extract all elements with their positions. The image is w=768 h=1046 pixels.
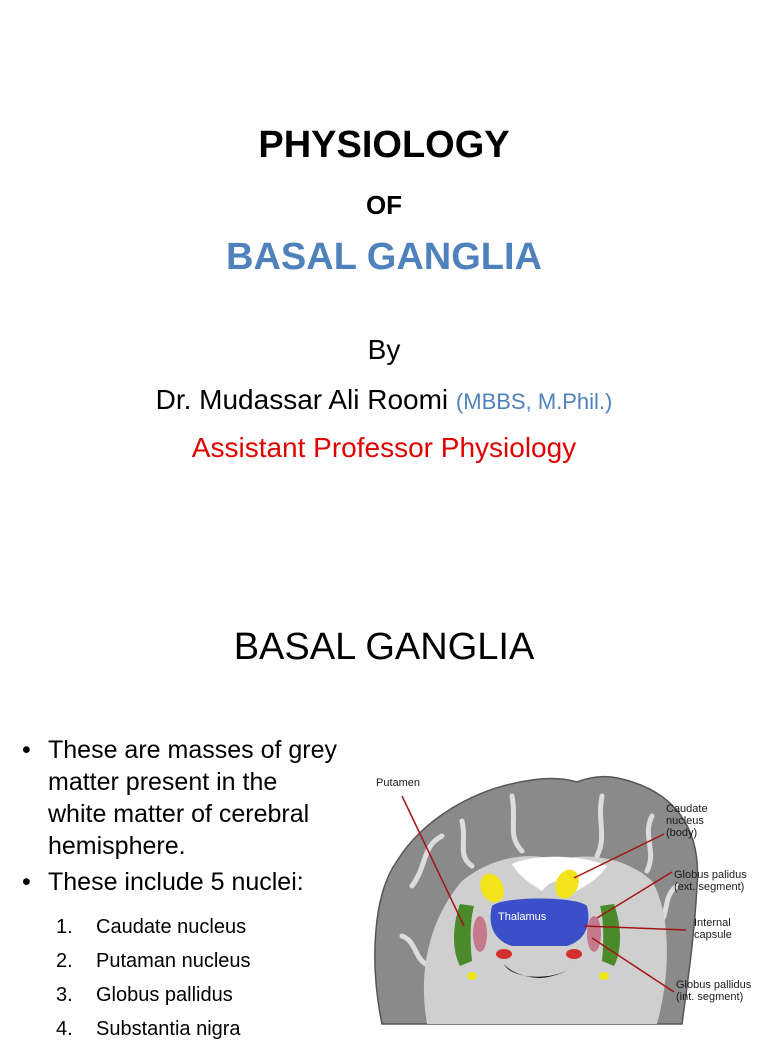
nuclei-list-item: 3. Globus pallidus <box>56 984 233 1006</box>
label-caudate-1: Caudate <box>666 803 708 815</box>
nuclei-list-item: 2. Putaman nucleus <box>56 950 251 972</box>
label-caudate-3: (body) <box>666 827 698 839</box>
nuclei-list-item: 4. Substantia nigra <box>56 1018 241 1040</box>
label-gp-ext-1: Globus palidus <box>674 869 747 881</box>
bullet-text: These include 5 nuclei: <box>48 868 304 896</box>
slide-title: PHYSIOLOGY <box>258 124 510 166</box>
label-internal-2: capsule <box>694 929 732 941</box>
label-caudate-2: nucleus <box>666 815 704 827</box>
brain-diagram <box>352 766 768 1024</box>
bullet-list <box>22 734 342 902</box>
brain-section-figure <box>352 766 768 1024</box>
globus-small-right <box>599 972 609 980</box>
bullet-text: These are masses of grey matter present in the white matter of cerebral hemisphere. <box>48 736 338 860</box>
author-credentials: (MBBS, M.Phil.) <box>455 389 613 414</box>
content-slide <box>0 576 768 1040</box>
label-gp-int-2: (int. segment) <box>676 991 744 1003</box>
label-gp-int-1: Globus pallidus <box>676 979 752 991</box>
globus-pallidus-right <box>587 916 601 952</box>
bullet-dot-icon: • <box>22 868 31 896</box>
bullet-item <box>22 866 342 898</box>
bullet-dot-icon: • <box>22 736 31 764</box>
slide2-title: BASAL GANGLIA <box>233 626 535 668</box>
slide-subtitle: BASAL GANGLIA <box>226 236 542 278</box>
label-putamen: Putamen <box>376 777 421 789</box>
author-name: Dr. Mudassar Ali Roomi <box>155 384 449 415</box>
author-role: Assistant Professor Physiology <box>191 432 577 463</box>
thalamus-label: Thalamus <box>498 911 547 923</box>
bullet-item <box>22 734 342 862</box>
label-gp-ext-2: (ext. segment) <box>674 881 745 893</box>
by-line: By <box>367 334 401 365</box>
globus-small-left <box>467 972 477 980</box>
slide-title-of: OF <box>365 190 403 220</box>
nuclei-list <box>56 910 251 1046</box>
label-internal-1: Internal <box>694 917 731 929</box>
subthalamic-right <box>566 949 582 959</box>
globus-pallidus-left <box>473 916 487 952</box>
subthalamic-left <box>496 949 512 959</box>
nuclei-list-item: 1. Caudate nucleus <box>56 916 247 938</box>
author-line <box>0 384 768 416</box>
